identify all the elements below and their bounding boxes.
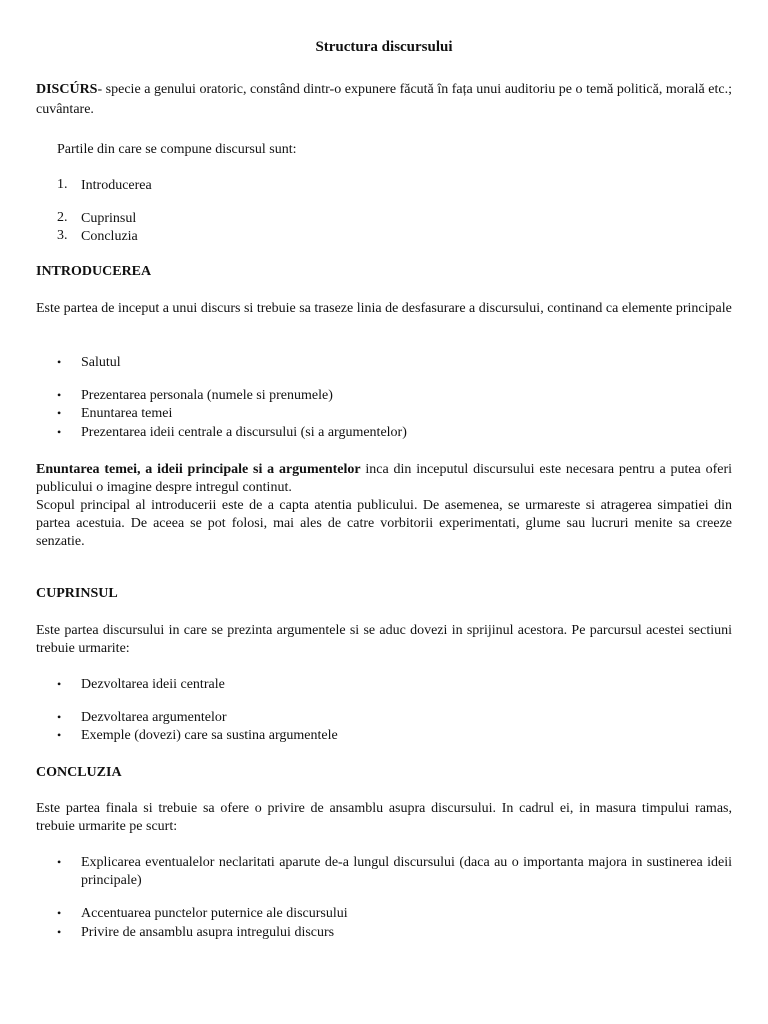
- bullet-icon: •: [57, 388, 62, 402]
- parts-intro: Partile din care se compune discursul sunt:: [57, 142, 297, 157]
- bullet-icon: •: [57, 425, 62, 439]
- definition-term: DISCÚRS: [36, 82, 98, 97]
- list-item: Privire de ansamblu asupra intregului discurs: [81, 925, 335, 940]
- note-text: inca din inceputul discursului este necesara pentru a putea oferi publicului o imagine despre intregul continut.: [36, 462, 732, 495]
- list-item: Dezvoltarea argumentelor: [81, 710, 227, 725]
- list-number: 2.: [57, 210, 68, 225]
- bullet-icon: •: [57, 677, 62, 691]
- section-heading-introducerea: INTRODUCEREA: [36, 264, 152, 279]
- list-item: Dezvoltarea ideii centrale: [81, 677, 225, 692]
- introducerea-note: [36, 461, 732, 497]
- list-item: Concluzia: [81, 229, 138, 244]
- list-item: Cuprinsul: [81, 211, 137, 226]
- list-item: Accentuarea punctelor puternice ale discursului: [81, 906, 348, 921]
- cuprinsul-paragraph: Este partea discursului in care se prezinta argumentele si se aduc dovezi in sprijinul acestora. Pe parcursul acestei sectiuni trebuie urmarite:: [36, 623, 732, 656]
- bullet-icon: •: [57, 925, 62, 939]
- note-bold-text: Enuntarea temei, a ideii principale si a argumentelor: [36, 462, 361, 477]
- list-item: Enuntarea temei: [81, 406, 173, 421]
- section-heading-cuprinsul: CUPRINSUL: [36, 586, 118, 601]
- list-item: Introducerea: [81, 178, 152, 193]
- introducerea-scope: Scopul principal al introducerii este de a capta atentia publicului. De asemenea, se urmareste si atragerea simpatiei din partea acestuia. De aceea se pot folosi, mai ales de catre vorbitorii experimentati, glume sau lucruri menite sa creeze senzatie.: [36, 498, 732, 549]
- bullet-icon: •: [57, 855, 62, 869]
- definition-text: - specie a genului oratoric, constând dintr-o expunere făcută în fața unui auditoriu pe o temă politică, morală etc.; cuvântare.: [36, 82, 732, 117]
- list-item: Prezentarea ideii centrale a discursului (si a argumentelor): [81, 425, 407, 440]
- bullet-icon: •: [57, 710, 62, 724]
- list-item: Explicarea eventualelor neclaritati aparute de-a lungul discursului (daca au o importanta majora in sustinerea ideii principale): [81, 855, 732, 888]
- bullet-icon: •: [57, 728, 62, 742]
- list-number: 3.: [57, 228, 68, 243]
- list-number: 1.: [57, 177, 68, 192]
- bullet-icon: •: [57, 355, 62, 369]
- document-title: Structura discursului: [315, 39, 453, 55]
- section-heading-concluzia: CONCLUZIA: [36, 765, 122, 780]
- list-item: Exemple (dovezi) care sa sustina argumentele: [81, 728, 338, 743]
- definition-paragraph: [36, 80, 732, 120]
- introducerea-paragraph: Este partea de inceput a unui discurs si trebuie sa traseze linia de desfasurare a discursului, continand ca elemente principale: [36, 301, 732, 316]
- concluzia-paragraph: Este partea finala si trebuie sa ofere o privire de ansamblu asupra discursului. In cadrul ei, in masura timpului ramas, trebuie urmarite pe scurt:: [36, 801, 732, 834]
- bullet-icon: •: [57, 906, 62, 920]
- list-item: Prezentarea personala (numele si prenumele): [81, 388, 333, 403]
- list-item: Salutul: [81, 355, 121, 370]
- bullet-icon: •: [57, 406, 62, 420]
